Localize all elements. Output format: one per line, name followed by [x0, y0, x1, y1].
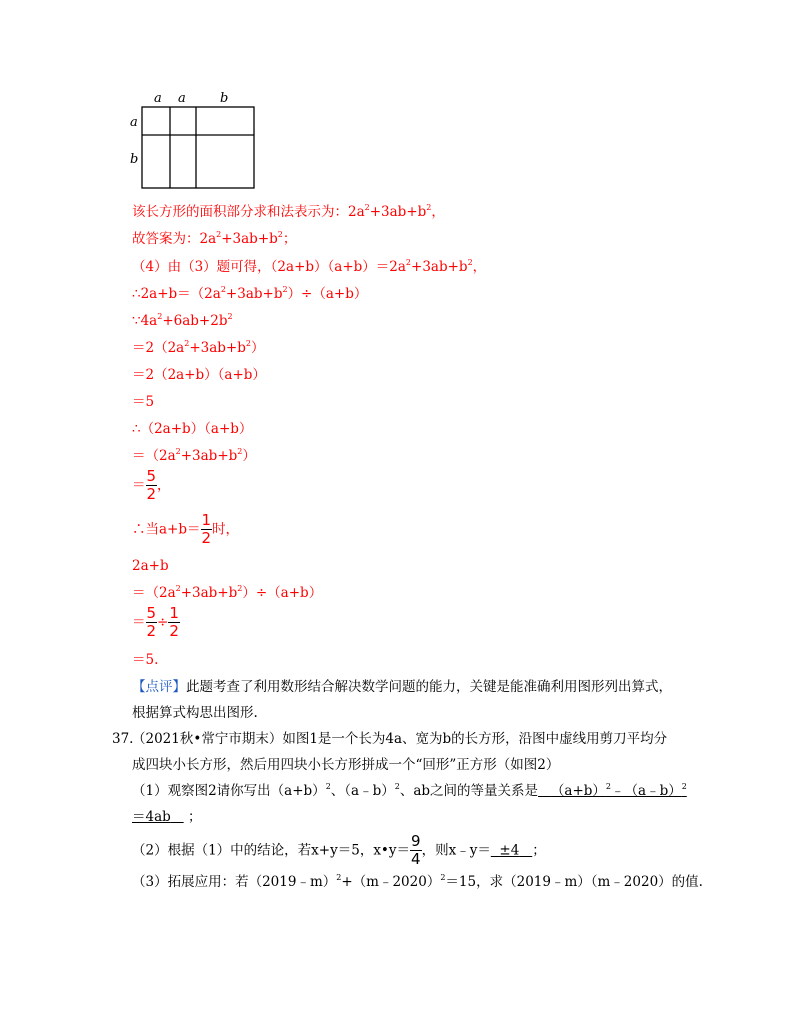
solution-line-15 — [132, 606, 180, 639]
figure-label-side-b: b — [130, 152, 139, 167]
figure-label-top-b: b — [220, 91, 229, 106]
answer-blank-2 — [491, 843, 532, 859]
numerator: 1 — [201, 511, 212, 529]
solution-text: ＝ — [132, 614, 146, 631]
expr: ， — [472, 259, 487, 275]
solution-line-7 — [132, 366, 266, 384]
figure-label-top-a2: a — [178, 91, 186, 106]
solution-text: ∴2a+b＝（2a — [132, 286, 221, 302]
question-text: ＝15，求（2019﹣m）（m﹣2020）的值. — [445, 874, 703, 890]
question-text: （2）根据（1）中的结论，若x+y＝5，x•y＝ — [132, 842, 411, 859]
solution-text: ＝5 — [132, 394, 155, 410]
question-1 — [132, 782, 687, 800]
exponent: 2 — [325, 782, 331, 791]
exponent: 2 — [175, 447, 181, 456]
exponent: 2 — [336, 873, 342, 882]
exponent: 2 — [394, 782, 400, 791]
numerator: 5 — [146, 467, 157, 485]
question-2 — [132, 834, 546, 867]
figure-label-top-a1: a — [154, 91, 162, 106]
exponent: 2 — [282, 285, 288, 294]
solution-text: ＝（2a — [132, 585, 176, 601]
question-text: ，则x﹣y＝ — [421, 842, 491, 859]
problem-line-2 — [132, 756, 559, 774]
solution-text: ＝2（2a+b）（a+b） — [132, 367, 266, 383]
expr: +3ab+b — [180, 585, 238, 601]
expr: +3ab+b — [369, 204, 427, 220]
solution-line-6 — [132, 339, 264, 357]
comment-text: 此题考查了利用数形结合解决数学问题的能力，关键是能准确利用图形列出算式， — [186, 679, 672, 695]
problem-number-text: 37. — [112, 731, 134, 747]
solution-line-8 — [132, 393, 154, 411]
fraction-9-4 — [410, 834, 422, 867]
expr: +3ab+b — [221, 231, 278, 247]
exponent: 2 — [277, 230, 283, 239]
figure-label-side-a: a — [130, 115, 138, 130]
exponent: 2 — [405, 258, 412, 267]
exponent: 2 — [184, 339, 190, 348]
figure-outer-rect — [142, 107, 254, 188]
question-text: ； — [532, 842, 546, 859]
solution-text: ∴（2a+b）（a+b） — [132, 421, 253, 437]
expr: ， — [431, 204, 445, 220]
solution-text: 故答案为： — [132, 231, 200, 247]
answer-blank-1 — [538, 783, 687, 799]
denominator: 2 — [169, 622, 179, 640]
denominator: 2 — [146, 485, 157, 503]
exponent: 2 — [364, 203, 370, 212]
exponent: 2 — [467, 258, 473, 267]
solution-text: 该长方形的面积部分求和法表示为： — [132, 204, 348, 220]
exponent: 2 — [426, 203, 432, 212]
solution-line-12 — [132, 513, 239, 546]
fraction-5-2 — [146, 469, 158, 502]
solution-line-1 — [132, 203, 445, 221]
question-3 — [132, 873, 703, 891]
question-text: （1）观察图2请你写出（a+b） — [132, 783, 326, 799]
exponent: 2 — [157, 312, 163, 321]
exponent: 2 — [681, 782, 687, 791]
comment-line-2 — [132, 704, 258, 722]
comment-text: 根据算式构思出图形. — [132, 705, 258, 721]
solution-line-3 — [132, 258, 486, 276]
solution-text: ＝5. — [132, 652, 159, 668]
question-text: +（m﹣2020） — [341, 874, 441, 890]
solution-line-13 — [132, 557, 169, 575]
answer-text: ＝4ab — [132, 809, 171, 825]
problem-line-1 — [132, 730, 667, 748]
solution-line-2 — [132, 230, 296, 248]
expr: +3ab+b — [189, 340, 246, 356]
solution-text: 2a+b — [132, 558, 169, 574]
fraction-1-2 — [168, 606, 180, 639]
exponent: 2 — [440, 873, 446, 882]
expr: +3ab+b — [411, 259, 468, 275]
expr: +3ab+b — [180, 448, 238, 464]
expr: ）÷（a+b） — [287, 286, 368, 302]
expr: ； — [282, 231, 297, 247]
solution-text: ＝2（2a — [132, 340, 185, 356]
fraction-1-2 — [201, 513, 213, 546]
denominator: 2 — [201, 529, 212, 547]
solution-line-16 — [132, 651, 158, 669]
answer-text: ﹣（a﹣b） — [611, 783, 682, 799]
expr: ）÷（a+b） — [242, 585, 323, 601]
solution-line-4 — [132, 285, 367, 303]
numerator: 9 — [411, 832, 421, 850]
exponent: 2 — [175, 584, 181, 593]
answer-blank-tail — [171, 809, 184, 825]
solution-text: ， — [157, 477, 171, 494]
question-text: 、（a﹣b） — [330, 783, 395, 799]
exponent: 2 — [216, 230, 222, 239]
solution-line-5 — [132, 312, 233, 330]
solution-line-9 — [132, 420, 252, 438]
solution-line-14 — [132, 584, 322, 602]
question-text: 、ab之间的等量关系是 — [399, 783, 539, 799]
solution-text: ∵4a — [132, 313, 158, 329]
problem-text: （2021秋•常宁市期末）如图1是一个长为4a、宽为b的长方形，沿图中虚线用剪刀平均分 — [132, 731, 668, 747]
fraction-5-2 — [146, 606, 158, 639]
denominator: 2 — [146, 622, 157, 640]
exponent: 2 — [220, 285, 226, 294]
solution-text: ∴当a+b＝ — [132, 521, 201, 538]
numerator: 1 — [169, 604, 179, 622]
solution-text: ＝（2a — [132, 448, 176, 464]
solution-line-11 — [132, 469, 171, 502]
question-1-cont — [132, 808, 201, 826]
expr: ） — [250, 340, 265, 356]
solution-text: ＝ — [132, 477, 146, 494]
expr: +6ab+2b — [162, 313, 228, 329]
exponent: 2 — [237, 447, 243, 456]
division-sign: ÷ — [157, 614, 169, 631]
solution-line-10 — [132, 447, 256, 465]
exponent: 2 — [227, 312, 233, 321]
expr: 2a — [199, 231, 217, 247]
solution-text: 时， — [212, 521, 240, 538]
exponent: 2 — [245, 339, 251, 348]
question-text: ； — [187, 809, 202, 825]
question-text: （3）拓展应用：若（2019﹣m） — [132, 874, 337, 890]
exponent: 2 — [237, 584, 243, 593]
solution-text: （4）由（3）题可得，（2a+b）（a+b）＝2a — [132, 259, 406, 275]
comment-tag: 【点评】 — [132, 679, 186, 695]
answer-text: （a+b） — [550, 783, 606, 799]
rectangle-figure — [128, 88, 258, 190]
expr: ） — [242, 448, 256, 464]
problem-text: 成四块小长方形，然后用四块小长方形拼成一个“回形”正方形（如图2） — [132, 757, 560, 773]
problem-number — [112, 730, 133, 748]
expr: 2a — [348, 204, 365, 220]
comment-line-1 — [132, 678, 672, 696]
denominator: 4 — [411, 850, 421, 868]
exponent: 2 — [605, 782, 612, 791]
numerator: 5 — [146, 604, 157, 622]
answer-text: ±4 — [499, 842, 520, 859]
expr: +3ab+b — [225, 286, 283, 302]
